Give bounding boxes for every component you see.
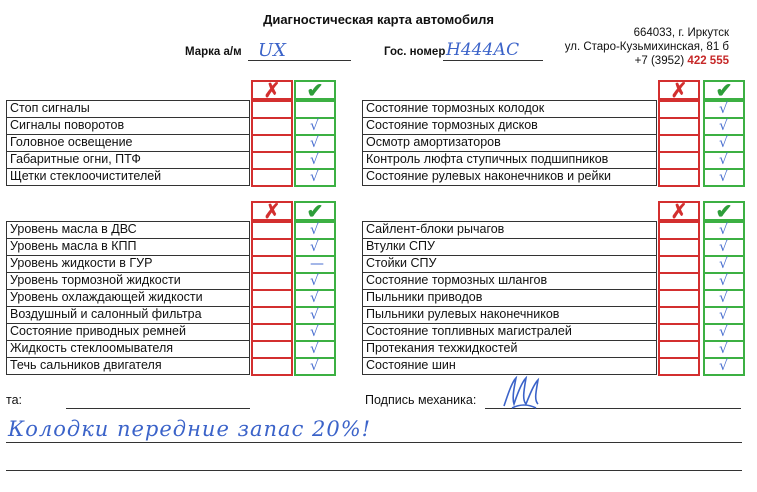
plate-value: Н444АС [446,40,520,60]
check-mark: √ [310,152,319,168]
checklist-row-label: Уровень жидкости в ГУР [6,255,250,273]
fail-cell-divider [251,289,293,291]
note-line-2 [6,470,742,471]
ok-header-icon: ✔ [294,80,336,100]
check-mark: √ [310,239,319,255]
checklist-row-label: Контроль люфта ступичных подшипников [362,151,657,169]
checklist-row-label: Течь сальников двигателя [6,357,250,375]
checklist-row-label: Протекания техжидкостей [362,340,657,358]
brand-value: UX [258,40,286,61]
checklist-row-label: Уровень тормозной жидкости [6,272,250,290]
fail-column [251,221,293,376]
checklist-row-label: Состояние рулевых наконечников и рейки [362,168,657,186]
phone-number: 422 555 [687,55,729,67]
fail-column [658,100,700,187]
checklist-row-label: Сайлент-блоки рычагов [362,221,657,239]
fail-cell-divider [658,255,700,257]
footer-left-label: та: [6,393,23,407]
phone [565,54,729,68]
fail-cell-divider [251,134,293,136]
check-mark: √ [310,169,319,185]
fail-cell-divider [251,340,293,342]
fail-cell-divider [658,289,700,291]
fail-cell-divider [251,306,293,308]
checklist-row-label: Головное освещение [6,134,250,152]
fail-cell-divider [251,272,293,274]
checklist-row-label: Состояние тормозных дисков [362,117,657,135]
checklist-row-label: Состояние шин [362,357,657,375]
mechanic-note: Колодки передние запас 20%! [8,417,372,441]
ok-header-icon: ✔ [703,80,745,100]
fail-cell-divider [658,168,700,170]
checklist-row-label: Стоп сигналы [6,100,250,118]
check-mark: √ [719,101,728,117]
check-mark: √ [310,358,319,374]
checklist-row-label: Габаритные огни, ПТФ [6,151,250,169]
checklist-row-label: Жидкость стеклоомывателя [6,340,250,358]
check-mark: √ [310,324,319,340]
fail-cell-divider [251,151,293,153]
check-mark: √ [719,239,728,255]
ok-header-icon: ✔ [703,201,745,221]
fail-cell-divider [658,117,700,119]
page-title: Диагностическая карта автомобиля [263,12,494,27]
brand-label: Марка а/м [185,46,242,58]
check-mark: √ [719,341,728,357]
check-mark: √ [719,290,728,306]
check-mark: √ [310,118,319,134]
fail-cell-divider [658,306,700,308]
fail-header-icon: ✗ [251,80,293,100]
fail-column [251,100,293,187]
check-mark: √ [310,307,319,323]
phone-prefix: +7 (3952) [634,55,685,67]
address-line-1: 664033, г. Иркутск [633,27,729,39]
check-mark: √ [310,135,319,151]
checklist-row-label: Уровень масла в КПП [6,238,250,256]
plate-label: Гос. номер [384,46,446,58]
fail-header-icon: ✗ [658,201,700,221]
fail-cell-divider [251,117,293,119]
fail-cell-divider [658,357,700,359]
fail-cell-divider [658,340,700,342]
check-mark: √ [310,290,319,306]
check-mark: √ [719,256,728,272]
check-mark: √ [719,169,728,185]
checklist-row-label: Уровень масла в ДВС [6,221,250,239]
plate-underline [443,60,543,61]
footer-left-line [66,408,250,409]
check-mark: √ [719,222,728,238]
check-mark: √ [310,222,319,238]
check-mark: √ [719,358,728,374]
fail-cell-divider [251,323,293,325]
fail-header-icon: ✗ [251,201,293,221]
fail-cell-divider [251,357,293,359]
fail-cell-divider [251,168,293,170]
address-line-2: ул. Старо-Кузьмихинская, 81 б [564,41,729,53]
checklist-row-label: Состояние топливных магистралей [362,323,657,341]
check-mark: √ [719,152,728,168]
checklist-row-label: Щетки стеклоочистителей [6,168,250,186]
check-mark: √ [310,273,319,289]
checklist-row-label: Пыльники приводов [362,289,657,307]
check-mark: √ [719,118,728,134]
check-mark: √ [719,273,728,289]
fail-cell-divider [658,151,700,153]
ok-header-icon: ✔ [294,201,336,221]
fail-cell-divider [658,323,700,325]
check-mark: √ [310,341,319,357]
checklist-row-label: Осмотр амортизаторов [362,134,657,152]
checklist-row-label: Пыльники рулевых наконечников [362,306,657,324]
checklist-row-label: Состояние тормозных колодок [362,100,657,118]
check-mark: — [310,256,324,272]
note-line-1 [6,442,742,443]
address-block [565,26,729,68]
checklist-row-label: Состояние тормозных шлангов [362,272,657,290]
checklist-row-label: Сигналы поворотов [6,117,250,135]
checklist-row-label: Уровень охлаждающей жидкости [6,289,250,307]
fail-cell-divider [658,238,700,240]
fail-cell-divider [251,255,293,257]
fail-header-icon: ✗ [658,80,700,100]
check-mark: √ [719,135,728,151]
checklist-row-label: Втулки СПУ [362,238,657,256]
checklist-row-label: Стойки СПУ [362,255,657,273]
check-mark: √ [719,307,728,323]
check-mark: √ [719,324,728,340]
fail-cell-divider [658,272,700,274]
fail-cell-divider [251,238,293,240]
fail-column [658,221,700,376]
checklist-row-label: Воздушный и салонный фильтра [6,306,250,324]
mechanic-signature [498,374,548,414]
checklist-row-label: Состояние приводных ремней [6,323,250,341]
fail-cell-divider [658,134,700,136]
signature-label: Подпись механика: [365,393,477,407]
